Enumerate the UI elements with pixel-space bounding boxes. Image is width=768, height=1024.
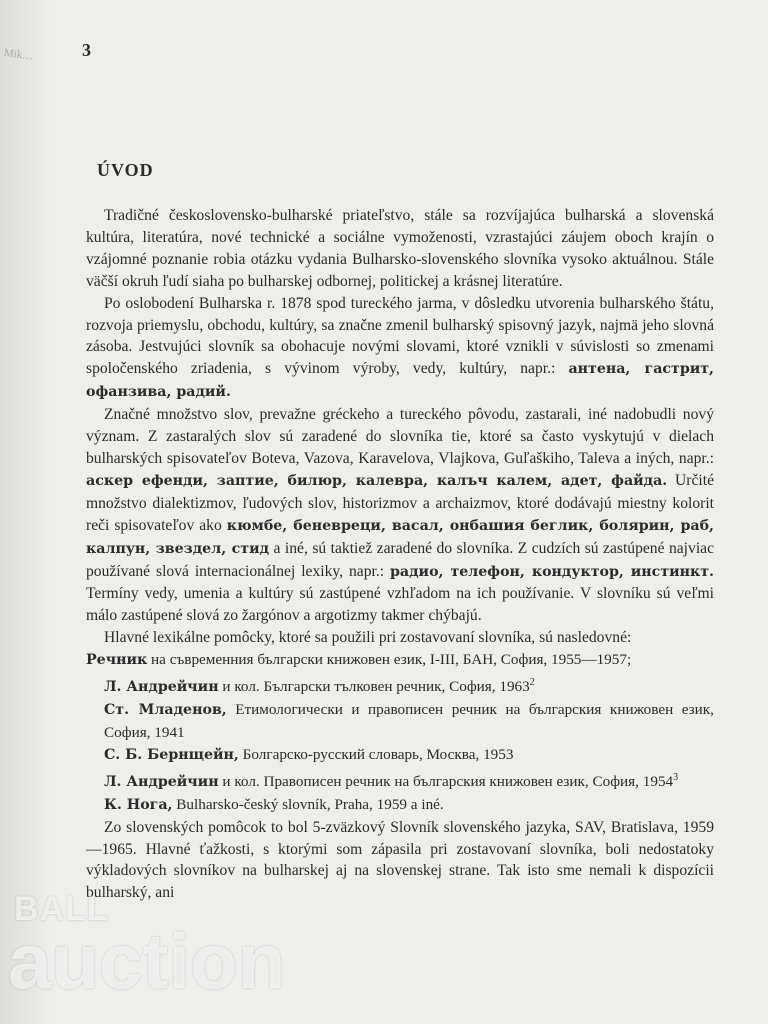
gutter-text: Mik… xyxy=(3,46,34,63)
text-run: и кол. Правописен речник на българския книжовен език, София, 1954 xyxy=(218,772,674,790)
watermark-top: BALL xyxy=(14,890,109,928)
edition-superscript: 2 xyxy=(529,677,535,689)
bold-term: аскер ефенди, заптие, билюр, калевра, калъч калем, адет, файда. xyxy=(86,472,668,489)
reference-entry xyxy=(86,672,714,699)
text-run: Hlavné lexikálne pomôcky, ktoré sa použili pri zostavovaní slovníka, sú nasledovné: xyxy=(104,629,632,647)
body-text xyxy=(86,205,714,904)
bold-term: Речник xyxy=(86,652,148,669)
paragraph xyxy=(86,627,714,649)
text-run: на съвременния български книжовен език, I-III, БАН, София, 1955—1957; xyxy=(147,651,632,669)
paragraphs xyxy=(86,205,714,649)
watermark-logo xyxy=(8,890,286,1005)
bold-term: кюмбе, беневреци, васал, онбашия беглик, болярин, раб, калпун, звездел, стид xyxy=(86,517,715,557)
section-heading: ÚVOD xyxy=(97,160,154,180)
paragraph xyxy=(86,293,714,405)
bold-term: радио, телефон, кондуктор, инстинкт. xyxy=(389,563,714,580)
bold-term: Л. Андрейчин xyxy=(104,679,219,696)
reference-entry xyxy=(86,699,714,744)
page-number: 3 xyxy=(82,40,91,60)
text-run: a iné, sú taktiež zaradené do slovníka. Z cudzích sú zastúpené najviac používané slová internacionálnej lexiky, napr.: xyxy=(86,539,714,580)
closing-paragraph: Zo slovenských pomôcok to bol 5-zväzkový Slovník slovenského jazyka, SAV, Bratislava, 1959—1965. Hlavné ťažkosti, s ktorými som zápasila pri zostavovaní slovníka, boli nedostatoky výkladových slovníkov na bulharskej aj na slovenskej strane. Tak isto sme nemali k dispozícii bulharský, ani xyxy=(86,818,714,902)
text-run: Tradičné československo-bulharské priateľstvo, stále sa rozvíjajúca bulharská a slovenská kultúra, literatúra, nové technické a sociálne vymoženosti, vzrastajúci záujem oboch krajín o vzájomné poznanie robia otázku vydania Bulharsko-slovenského slovníka vysoko aktuálnou. Stále väčší okruh ľudí siaha po bulharskej odbornej, politickej a krásnej literatúre. xyxy=(86,207,714,290)
text-run: Bulharsko-český slovník, Praha, 1959 a iné. xyxy=(172,795,444,813)
reference-list xyxy=(86,649,714,816)
bold-term: антена, гастрит, офанзива, радий. xyxy=(86,361,714,401)
text-run: Po oslobodení Bulharska r. 1878 spod tureckého jarma, v dôsledku utvorenia bulharského štátu, rozvoja priemyslu, obchodu, kultúry, sa značne zmenil bulharský spisovný jazyk, najmä jeho slovná zásoba. Jestvujúci slovník sa obohacuje novými slovami, ktoré vznikli v súvislosti so zmenami spoločenského zriadenia, s vývinom výroby, vedy, kultúry, napr.: xyxy=(86,294,714,378)
bold-term: Л. Андрейчин xyxy=(104,773,219,790)
watermark-bottom: auction xyxy=(8,917,286,1005)
bold-term: К. Нога, xyxy=(104,796,173,813)
text-run: Termíny vedy, umenia a kultúry sú zastúpené vzhľadom na ich používanie. V slovníku sú veľmi málo zastúpené slová zo žargónov a argotizmy takmer chýbajú. xyxy=(86,585,714,625)
text-run: и кол. Български тълковен речник, София, 1963 xyxy=(218,678,530,696)
reference-entry xyxy=(86,767,714,794)
paragraph xyxy=(86,404,714,627)
bold-term: Ст. Младенов, xyxy=(104,702,227,718)
text-run: Značné množstvo slov, prevažne gréckeho a tureckého pôvodu, zastarali, iné nadobudli nový význam. Z zastaralých slov sú zaradené do slovníka tie, ktoré sa často vyskytujú v dielach bulharských spisovateľov Boteva, Vazova, Karavelova, Vlajkova, Guľaškiho, Taleva a iných, napr.: xyxy=(86,406,714,467)
paragraph xyxy=(86,205,714,293)
edition-superscript: 3 xyxy=(673,771,679,783)
reference-entry xyxy=(86,649,714,672)
bold-term: С. Б. Бернщейн, xyxy=(104,746,239,763)
reference-entry xyxy=(86,744,714,767)
reference-entry xyxy=(86,794,714,817)
text-run: Етимологически и правописен речник на българския книжовен език, София, 1941 xyxy=(104,701,714,741)
page-gutter xyxy=(0,0,52,1024)
text-run: Určité množstvo dialektizmov, ľudových slov, historizmov a archaizmov, ktoré dodávajú miestny kolorit reči spisovateľov ako xyxy=(86,471,714,534)
text-run: Болгарско-русский словарь, Москва, 1953 xyxy=(238,745,514,763)
